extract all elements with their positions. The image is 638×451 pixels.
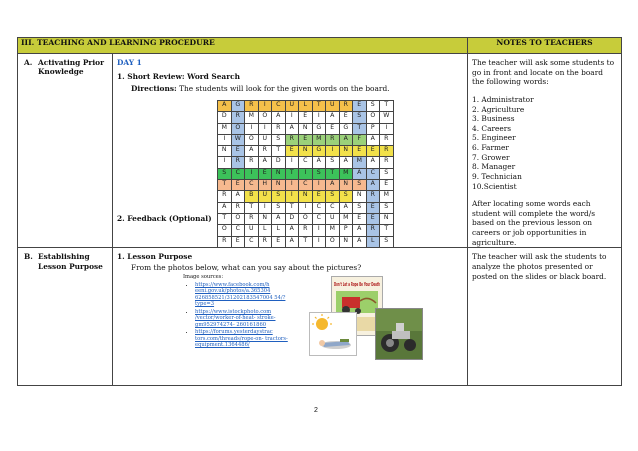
grid-cell: S bbox=[353, 112, 367, 123]
grid-cell: L bbox=[258, 225, 272, 236]
grid-cell: T bbox=[312, 101, 326, 112]
lesson-purpose-question: From the photos below, what can you say about the pictures? bbox=[131, 263, 362, 273]
grid-cell: N bbox=[299, 146, 313, 157]
grid-cell: N bbox=[339, 236, 353, 247]
word-list bbox=[472, 95, 617, 191]
grid-cell: N bbox=[258, 213, 272, 224]
grid-cell: I bbox=[245, 123, 259, 134]
grid-cell: S bbox=[366, 101, 380, 112]
grid-cell: S bbox=[326, 157, 340, 168]
grid-cell: C bbox=[299, 157, 313, 168]
grid-cell: G bbox=[231, 101, 245, 112]
grid-cell: R bbox=[326, 134, 340, 145]
grid-cell: A bbox=[218, 101, 232, 112]
grid-cell: I bbox=[285, 180, 299, 191]
grid-cell: S bbox=[272, 202, 286, 213]
short-review-heading: 1. Short Review: Word Search bbox=[117, 72, 240, 81]
grid-cell: S bbox=[272, 191, 286, 202]
grid-cell: G bbox=[339, 123, 353, 134]
grid-cell: M bbox=[245, 112, 259, 123]
grid-cell: E bbox=[380, 180, 394, 191]
grid-cell: T bbox=[245, 202, 259, 213]
grid-cell: N bbox=[272, 180, 286, 191]
section-a-content bbox=[113, 54, 468, 248]
grid-cell: R bbox=[366, 191, 380, 202]
grid-cell: M bbox=[312, 134, 326, 145]
notes-after: After locating some words each student will complete the word/s based on the previous lesson on careers or job opportunities in agriculture. bbox=[472, 199, 596, 247]
grid-cell: E bbox=[258, 168, 272, 179]
grid-cell: I bbox=[285, 112, 299, 123]
grid-cell: C bbox=[272, 101, 286, 112]
grid-cell: C bbox=[245, 236, 259, 247]
grid-cell: P bbox=[339, 225, 353, 236]
grid-cell: O bbox=[231, 123, 245, 134]
grid-cell: I bbox=[258, 101, 272, 112]
grid-cell: A bbox=[285, 123, 299, 134]
grid-cell: R bbox=[380, 134, 394, 145]
grid-cell: I bbox=[258, 202, 272, 213]
word-list-item: 5. Engineer bbox=[472, 133, 516, 143]
grid-cell: O bbox=[366, 112, 380, 123]
grid-cell: E bbox=[353, 101, 367, 112]
word-list-item: 2. Agriculture bbox=[472, 104, 525, 114]
poster-caption: Don't Let a Rope Be Your Death bbox=[334, 282, 381, 289]
grid-cell: M bbox=[218, 123, 232, 134]
grid-cell: A bbox=[272, 213, 286, 224]
grid-cell: L bbox=[272, 225, 286, 236]
grid-cell: U bbox=[326, 101, 340, 112]
grid-cell: E bbox=[299, 112, 313, 123]
word-list-item: 7. Grower bbox=[472, 152, 510, 162]
grid-cell: D bbox=[285, 213, 299, 224]
grid-cell: R bbox=[339, 101, 353, 112]
grid-cell: T bbox=[218, 180, 232, 191]
grid-cell: T bbox=[326, 168, 340, 179]
section-b-notes bbox=[468, 248, 622, 386]
page-number: 2 bbox=[314, 407, 318, 414]
grid-cell: R bbox=[380, 146, 394, 157]
grid-cell: N bbox=[339, 146, 353, 157]
grid-cell: E bbox=[366, 146, 380, 157]
grid-cell: W bbox=[231, 134, 245, 145]
grid-cell: N bbox=[272, 168, 286, 179]
grid-cell: R bbox=[366, 225, 380, 236]
grid-cell: R bbox=[218, 236, 232, 247]
grid-cell: A bbox=[272, 112, 286, 123]
grid-cell: W bbox=[380, 112, 394, 123]
grid-cell: I bbox=[285, 157, 299, 168]
grid-cell: A bbox=[245, 146, 259, 157]
grid-cell: I bbox=[299, 168, 313, 179]
grid-cell: R bbox=[285, 134, 299, 145]
grid-cell: G bbox=[312, 123, 326, 134]
grid-cell: E bbox=[272, 236, 286, 247]
feedback-heading: 2. Feedback (Optional) bbox=[117, 214, 212, 223]
grid-cell: E bbox=[312, 191, 326, 202]
grid-cell: E bbox=[353, 213, 367, 224]
grid-cell: A bbox=[312, 157, 326, 168]
grid-cell: S bbox=[312, 168, 326, 179]
grid-cell: R bbox=[299, 225, 313, 236]
grid-cell: C bbox=[299, 180, 313, 191]
grid-cell: T bbox=[380, 225, 394, 236]
grid-cell: D bbox=[272, 157, 286, 168]
grid-cell: A bbox=[326, 112, 340, 123]
word-list-item: 8. Manager bbox=[472, 162, 516, 172]
lesson-purpose-heading: 1. Lesson Purpose bbox=[117, 252, 193, 262]
grid-cell: T bbox=[299, 236, 313, 247]
grid-cell: R bbox=[245, 213, 259, 224]
grid-cell: B bbox=[245, 191, 259, 202]
grid-cell: N bbox=[353, 191, 367, 202]
grid-cell: T bbox=[272, 146, 286, 157]
grid-cell: E bbox=[353, 146, 367, 157]
grid-cell: I bbox=[258, 123, 272, 134]
grid-cell: S bbox=[326, 191, 340, 202]
section-b-title: B. Establishing Lesson Purpose bbox=[18, 248, 113, 386]
grid-cell: A bbox=[339, 202, 353, 213]
grid-cell: O bbox=[326, 236, 340, 247]
grid-cell: M bbox=[380, 191, 394, 202]
grid-cell: M bbox=[353, 157, 367, 168]
procedure-table bbox=[17, 37, 622, 386]
grid-cell: D bbox=[218, 112, 232, 123]
grid-cell: A bbox=[366, 134, 380, 145]
source-link-1[interactable]: • https://www.facebook.com/h eeni.gov.uk/photos/a.365304 626858521/31202183547004 54/?type=3 bbox=[195, 282, 289, 308]
grid-cell: S bbox=[353, 180, 367, 191]
grid-cell: I bbox=[312, 112, 326, 123]
grid-cell: R bbox=[231, 112, 245, 123]
grid-cell: T bbox=[353, 123, 367, 134]
grid-cell: S bbox=[380, 202, 394, 213]
grid-cell: A bbox=[231, 191, 245, 202]
grid-cell: I bbox=[245, 168, 259, 179]
grid-cell: R bbox=[272, 123, 286, 134]
grid-cell: R bbox=[258, 236, 272, 247]
grid-cell: M bbox=[326, 225, 340, 236]
grid-cell: R bbox=[218, 191, 232, 202]
grid-cell: S bbox=[272, 134, 286, 145]
grid-cell: G bbox=[312, 146, 326, 157]
grid-cell: E bbox=[285, 146, 299, 157]
grid-cell: A bbox=[366, 180, 380, 191]
word-list-item: 1. Administrator bbox=[472, 94, 534, 104]
grid-cell: N bbox=[299, 123, 313, 134]
grid-cell: E bbox=[366, 202, 380, 213]
grid-cell: C bbox=[326, 202, 340, 213]
grid-cell: C bbox=[245, 180, 259, 191]
grid-cell: C bbox=[231, 225, 245, 236]
section-a-notes bbox=[468, 54, 622, 248]
grid-cell: A bbox=[353, 236, 367, 247]
grid-cell: R bbox=[231, 202, 245, 213]
grid-cell: F bbox=[353, 134, 367, 145]
grid-cell: I bbox=[299, 202, 313, 213]
grid-cell: E bbox=[231, 180, 245, 191]
grid-cell: N bbox=[380, 213, 394, 224]
procedure-header: III. TEACHING AND LEARNING PROCEDURE bbox=[18, 38, 468, 54]
grid-cell: U bbox=[258, 191, 272, 202]
grid-cell: A bbox=[339, 157, 353, 168]
grid-cell: S bbox=[339, 191, 353, 202]
grid-cell: C bbox=[366, 168, 380, 179]
section-a-title: A. Activating Prior Knowledge bbox=[18, 54, 113, 248]
grid-cell: A bbox=[285, 225, 299, 236]
heat-stroke-worker-image bbox=[309, 312, 357, 356]
grid-cell: R bbox=[380, 157, 394, 168]
grid-cell: O bbox=[231, 213, 245, 224]
notes-intro: The teacher will ask some students to go in front and locate on the board the following words: bbox=[472, 58, 615, 87]
grid-cell: O bbox=[218, 225, 232, 236]
grid-cell: R bbox=[245, 157, 259, 168]
grid-cell: N bbox=[339, 180, 353, 191]
grid-cell: S bbox=[353, 202, 367, 213]
grid-cell: E bbox=[231, 146, 245, 157]
grid-cell: R bbox=[258, 146, 272, 157]
word-list-item: 6. Farmer bbox=[472, 143, 509, 152]
image-sources-title: Image sources: bbox=[183, 274, 224, 281]
section-b-content bbox=[113, 248, 468, 386]
grid-cell: S bbox=[380, 168, 394, 179]
grid-cell: U bbox=[285, 101, 299, 112]
grid-cell: R bbox=[245, 101, 259, 112]
word-list-item: 10.Scientist bbox=[472, 181, 517, 191]
grid-cell: I bbox=[326, 146, 340, 157]
grid-cell: A bbox=[353, 225, 367, 236]
grid-cell: T bbox=[380, 101, 394, 112]
source-link-2[interactable]: • https://www.istockphoto.com /vector/worker-of-heat- stroke-gm952974274- 260161860 bbox=[195, 309, 289, 329]
grid-cell: H bbox=[258, 180, 272, 191]
image-sources bbox=[181, 274, 289, 350]
grid-cell: I bbox=[380, 123, 394, 134]
grid-cell: A bbox=[366, 157, 380, 168]
directions: Directions: The students will look for the given words on the board. bbox=[131, 84, 390, 93]
grid-cell: U bbox=[258, 134, 272, 145]
grid-cell: O bbox=[245, 134, 259, 145]
grid-cell: I bbox=[312, 180, 326, 191]
grid-cell: C bbox=[312, 202, 326, 213]
word-list-item: 4. Careers bbox=[472, 123, 512, 133]
grid-cell: U bbox=[326, 213, 340, 224]
word-list-item: 9. Technician bbox=[472, 171, 522, 181]
grid-cell: A bbox=[339, 134, 353, 145]
grid-cell: E bbox=[231, 236, 245, 247]
grid-cell: S bbox=[380, 236, 394, 247]
grid-cell: T bbox=[285, 168, 299, 179]
grid-cell: S bbox=[218, 168, 232, 179]
grid-cell: M bbox=[339, 168, 353, 179]
grid-cell: I bbox=[285, 191, 299, 202]
grid-cell: U bbox=[245, 225, 259, 236]
grid-cell: C bbox=[312, 213, 326, 224]
word-search-grid bbox=[217, 100, 394, 248]
grid-cell: O bbox=[299, 213, 313, 224]
grid-cell: A bbox=[285, 236, 299, 247]
grid-cell: A bbox=[258, 157, 272, 168]
grid-cell: O bbox=[258, 112, 272, 123]
grid-cell: E bbox=[326, 123, 340, 134]
source-link-3[interactable]: • https://forums.yesterdaystrac tors.com/threads/rope-on- tractors-equipment.1364486/ bbox=[195, 329, 289, 349]
grid-cell: A bbox=[218, 202, 232, 213]
notes-header: NOTES TO TEACHERS bbox=[468, 38, 622, 54]
tractor-rope-image bbox=[375, 308, 423, 360]
day-label: DAY 1 bbox=[117, 58, 142, 67]
grid-cell: T bbox=[218, 213, 232, 224]
grid-cell: P bbox=[366, 123, 380, 134]
grid-cell: C bbox=[231, 168, 245, 179]
grid-cell: E bbox=[366, 213, 380, 224]
grid-cell: E bbox=[339, 112, 353, 123]
grid-cell: M bbox=[339, 213, 353, 224]
grid-cell: I bbox=[218, 134, 232, 145]
word-list-item: 3. Business bbox=[472, 114, 515, 124]
grid-cell: L bbox=[366, 236, 380, 247]
grid-cell: I bbox=[312, 236, 326, 247]
grid-cell: I bbox=[218, 157, 232, 168]
grid-cell: I bbox=[312, 225, 326, 236]
grid-cell: A bbox=[326, 180, 340, 191]
section-b-notes-text: The teacher will ask the students to analyze the photos presented or posted on the slides or black board. bbox=[472, 252, 607, 281]
grid-cell: T bbox=[285, 202, 299, 213]
grid-cell: L bbox=[299, 101, 313, 112]
grid-cell: N bbox=[299, 191, 313, 202]
grid-cell: N bbox=[218, 146, 232, 157]
grid-cell: R bbox=[231, 157, 245, 168]
grid-cell: E bbox=[299, 134, 313, 145]
grid-cell: A bbox=[353, 168, 367, 179]
